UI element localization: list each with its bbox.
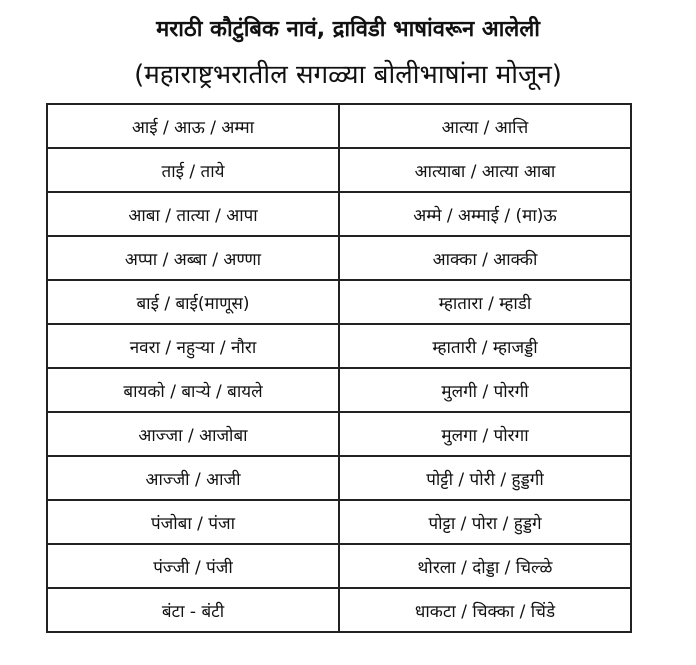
table-cell-left: ताई / ताये xyxy=(47,148,339,192)
table-row xyxy=(47,280,631,324)
table-cell-right: आक्का / आक्की xyxy=(339,236,631,280)
table-cell-left: आबा / तात्या / आपा xyxy=(47,192,339,236)
table-cell-left: पंजोबा / पंजा xyxy=(47,500,339,544)
page-subtitle: (महाराष्ट्रभरातील सगळ्या बोलीभाषांना मोजून) xyxy=(134,60,562,90)
table-cell-left: बाई / बाई(माणूस) xyxy=(47,280,339,324)
table-cell-left: बायको / बाऱ्ये / बायले xyxy=(47,368,339,412)
table-cell-right: मुलगी / पोरगी xyxy=(339,368,631,412)
table-cell-left: बंटा - बंटी xyxy=(47,588,339,632)
table-cell-right: आत्याबा / आत्या आबा xyxy=(339,148,631,192)
table-row xyxy=(47,324,631,368)
table-cell-right: थोरला / दोड्डा / चिल्ळे xyxy=(339,544,631,588)
table-row xyxy=(47,588,631,632)
table-cell-right: पोट्टी / पोरी / हुड्डगी xyxy=(339,456,631,500)
table-row xyxy=(47,500,631,544)
table-cell-left: आज्जी / आजी xyxy=(47,456,339,500)
table-row xyxy=(47,544,631,588)
table-row xyxy=(47,456,631,500)
table-cell-right: आत्या / आत्ति xyxy=(339,104,631,148)
table-cell-right: धाकटा / चिक्का / चिंडे xyxy=(339,588,631,632)
table-row xyxy=(47,192,631,236)
table-cell-left: आई / आऊ / अम्मा xyxy=(47,104,339,148)
table-row xyxy=(47,104,631,148)
table-cell-right: मुलगा / पोरगा xyxy=(339,412,631,456)
table-row xyxy=(47,412,631,456)
table-row xyxy=(47,148,631,192)
page-title: मराठी कौटुंबिक नावं, द्राविडी भाषांवरून आलेली xyxy=(156,17,540,42)
table-cell-left: आज्जा / आजोबा xyxy=(47,412,339,456)
table-cell-left: नवरा / नहुऱ्या / नौरा xyxy=(47,324,339,368)
names-table xyxy=(46,103,632,633)
table-cell-left: अप्पा / अब्बा / अण्णा xyxy=(47,236,339,280)
table-cell-right: म्हातारी / म्हाजड्डी xyxy=(339,324,631,368)
table-cell-left: पंज्जी / पंजी xyxy=(47,544,339,588)
table-row xyxy=(47,368,631,412)
table-cell-right: म्हातारा / म्हाडी xyxy=(339,280,631,324)
table-row xyxy=(47,236,631,280)
table-cell-right: पोट्टा / पोरा / हुड्डगे xyxy=(339,500,631,544)
table-cell-right: अम्मे / अम्माई / (मा)ऊ xyxy=(339,192,631,236)
